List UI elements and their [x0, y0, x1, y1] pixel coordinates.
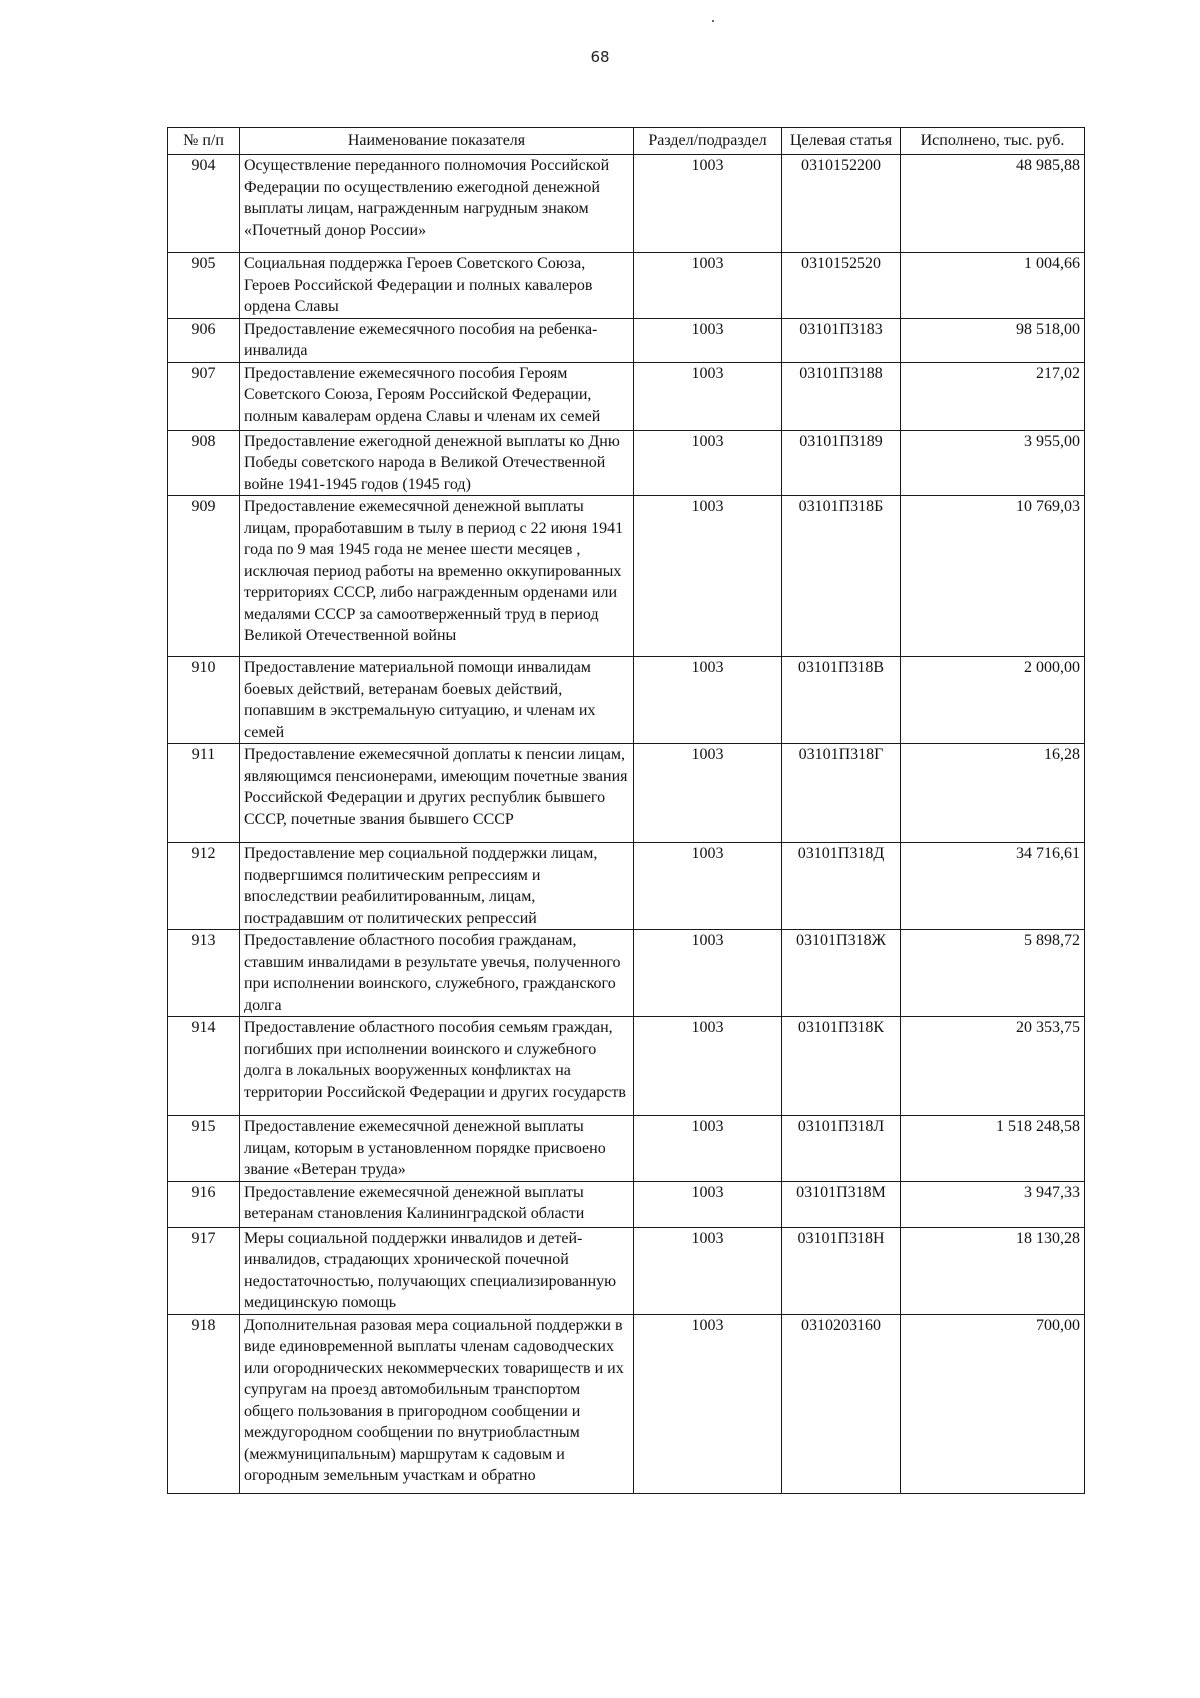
row-number: 908 [168, 430, 240, 496]
target-article: 03101П318Г [782, 744, 901, 843]
table-row [168, 1116, 1085, 1182]
section-code: 1003 [634, 430, 782, 496]
executed-amount: 3 947,33 [901, 1181, 1085, 1227]
executed-amount: 700,00 [901, 1314, 1085, 1493]
target-article: 03101П318М [782, 1181, 901, 1227]
indicator-name: Предоставление ежегодной денежной выплаты ко Дню Победы советского народа в Великой Отечественной войне 1941-1945 годов (1945 год) [240, 430, 634, 496]
target-article: 03101П318К [782, 1017, 901, 1116]
table-row [168, 1017, 1085, 1116]
indicator-name: Дополнительная разовая мера социальной поддержки в виде единовременной выплаты членам садоводческих или огороднических некоммерческих товариществ и их супругам на проезд автомобильным транспортом общего пользования в пригородном сообщении и междугородном сообщении по внутриобластным (межмуниципальным) маршрутам к садовым и огородным земельным участкам и обратно [240, 1314, 634, 1493]
executed-amount: 98 518,00 [901, 318, 1085, 362]
row-number: 916 [168, 1181, 240, 1227]
table-row [168, 362, 1085, 430]
table-row [168, 1181, 1085, 1227]
table-row [168, 318, 1085, 362]
section-code: 1003 [634, 1116, 782, 1182]
page-number: 68 [590, 48, 610, 66]
executed-amount: 34 716,61 [901, 843, 1085, 930]
executed-amount: 1 518 248,58 [901, 1116, 1085, 1182]
header-amount: Исполнено, тыс. руб. [901, 128, 1085, 155]
executed-amount: 1 004,66 [901, 253, 1085, 319]
budget-execution-table [167, 127, 1085, 1494]
executed-amount: 18 130,28 [901, 1227, 1085, 1314]
section-code: 1003 [634, 253, 782, 319]
table-row [168, 930, 1085, 1017]
indicator-name: Предоставление областного пособия семьям граждан, погибших при исполнении воинского и служебного долга в локальных вооруженных конфликтах на территории Российской Федерации и других государств [240, 1017, 634, 1116]
target-article: 0310152200 [782, 155, 901, 253]
section-code: 1003 [634, 1227, 782, 1314]
section-code: 1003 [634, 744, 782, 843]
section-code: 1003 [634, 843, 782, 930]
section-code: 1003 [634, 155, 782, 253]
row-number: 907 [168, 362, 240, 430]
executed-amount: 16,28 [901, 744, 1085, 843]
row-number: 906 [168, 318, 240, 362]
indicator-name: Предоставление ежемесячной доплаты к пенсии лицам, являющимся пенсионерами, имеющим почетные звания Российской Федерации и других республик бывшего СССР, почетные звания бывшего СССР [240, 744, 634, 843]
indicator-name: Предоставление мер социальной поддержки лицам, подвергшимся политическим репрессиям и впоследствии реабилитированным, лицам, пострадавшим от политических репрессий [240, 843, 634, 930]
target-article: 0310203160 [782, 1314, 901, 1493]
section-code: 1003 [634, 1017, 782, 1116]
target-article: 03101П318Б [782, 496, 901, 657]
indicator-name: Предоставление ежемесячной денежной выплаты лицам, проработавшим в тылу в период с 22 июня 1941 года по 9 мая 1945 года не менее шести месяцев , исключая период работы на временно оккупированных территориях СССР, либо награжденным орденами или медалями СССР за самоотверженный труд в период Великой Отечественной войны [240, 496, 634, 657]
scan-speck [712, 20, 714, 22]
table-row [168, 657, 1085, 744]
table-row [168, 155, 1085, 253]
executed-amount: 3 955,00 [901, 430, 1085, 496]
executed-amount: 217,02 [901, 362, 1085, 430]
header-code: Целевая статья [782, 128, 901, 155]
target-article: 03101П318Д [782, 843, 901, 930]
section-code: 1003 [634, 318, 782, 362]
indicator-name: Предоставление ежемесячного пособия Героям Советского Союза, Героям Российской Федерации, полным кавалерам ордена Славы и членам их семей [240, 362, 634, 430]
table-row [168, 744, 1085, 843]
target-article: 03101П318Ж [782, 930, 901, 1017]
header-name: Наименование показателя [240, 128, 634, 155]
section-code: 1003 [634, 1314, 782, 1493]
table-header-row [168, 128, 1085, 155]
indicator-name: Предоставление ежемесячного пособия на ребенка-инвалида [240, 318, 634, 362]
row-number: 914 [168, 1017, 240, 1116]
executed-amount: 20 353,75 [901, 1017, 1085, 1116]
row-number: 918 [168, 1314, 240, 1493]
row-number: 911 [168, 744, 240, 843]
executed-amount: 2 000,00 [901, 657, 1085, 744]
section-code: 1003 [634, 930, 782, 1017]
table-row [168, 843, 1085, 930]
row-number: 910 [168, 657, 240, 744]
table-row [168, 253, 1085, 319]
indicator-name: Предоставление ежемесячной денежной выплаты лицам, которым в установленном порядке присвоено звание «Ветеран труда» [240, 1116, 634, 1182]
indicator-name: Предоставление материальной помощи инвалидам боевых действий, ветеранам боевых действий, попавшим в экстремальную ситуацию, и членам их семей [240, 657, 634, 744]
executed-amount: 5 898,72 [901, 930, 1085, 1017]
table-row [168, 1314, 1085, 1493]
row-number: 917 [168, 1227, 240, 1314]
row-number: 913 [168, 930, 240, 1017]
section-code: 1003 [634, 496, 782, 657]
row-number: 909 [168, 496, 240, 657]
indicator-name: Предоставление ежемесячной денежной выплаты ветеранам становления Калининградской области [240, 1181, 634, 1227]
header-num: № п/п [168, 128, 240, 155]
row-number: 904 [168, 155, 240, 253]
executed-amount: 10 769,03 [901, 496, 1085, 657]
target-article: 03101П3183 [782, 318, 901, 362]
indicator-name: Предоставление областного пособия гражданам, ставшим инвалидами в результате увечья, полученного при исполнении воинского, служебного, гражданского долга [240, 930, 634, 1017]
section-code: 1003 [634, 362, 782, 430]
indicator-name: Социальная поддержка Героев Советского Союза, Героев Российской Федерации и полных кавалеров ордена Славы [240, 253, 634, 319]
table-row [168, 496, 1085, 657]
indicator-name: Осуществление переданного полномочия Российской Федерации по осуществлению ежегодной денежной выплаты лицам, награжденным нагрудным знаком «Почетный донор России» [240, 155, 634, 253]
target-article: 03101П318Н [782, 1227, 901, 1314]
target-article: 0310152520 [782, 253, 901, 319]
table-body [168, 155, 1085, 1494]
table-row [168, 1227, 1085, 1314]
target-article: 03101П3188 [782, 362, 901, 430]
indicator-name: Меры социальной поддержки инвалидов и детей-инвалидов, страдающих хронической почечной недостаточностью, получающих специализированную медицинскую помощь [240, 1227, 634, 1314]
header-section: Раздел/подраздел [634, 128, 782, 155]
target-article: 03101П318В [782, 657, 901, 744]
executed-amount: 48 985,88 [901, 155, 1085, 253]
row-number: 915 [168, 1116, 240, 1182]
table-row [168, 430, 1085, 496]
target-article: 03101П318Л [782, 1116, 901, 1182]
section-code: 1003 [634, 1181, 782, 1227]
row-number: 912 [168, 843, 240, 930]
row-number: 905 [168, 253, 240, 319]
section-code: 1003 [634, 657, 782, 744]
target-article: 03101П3189 [782, 430, 901, 496]
